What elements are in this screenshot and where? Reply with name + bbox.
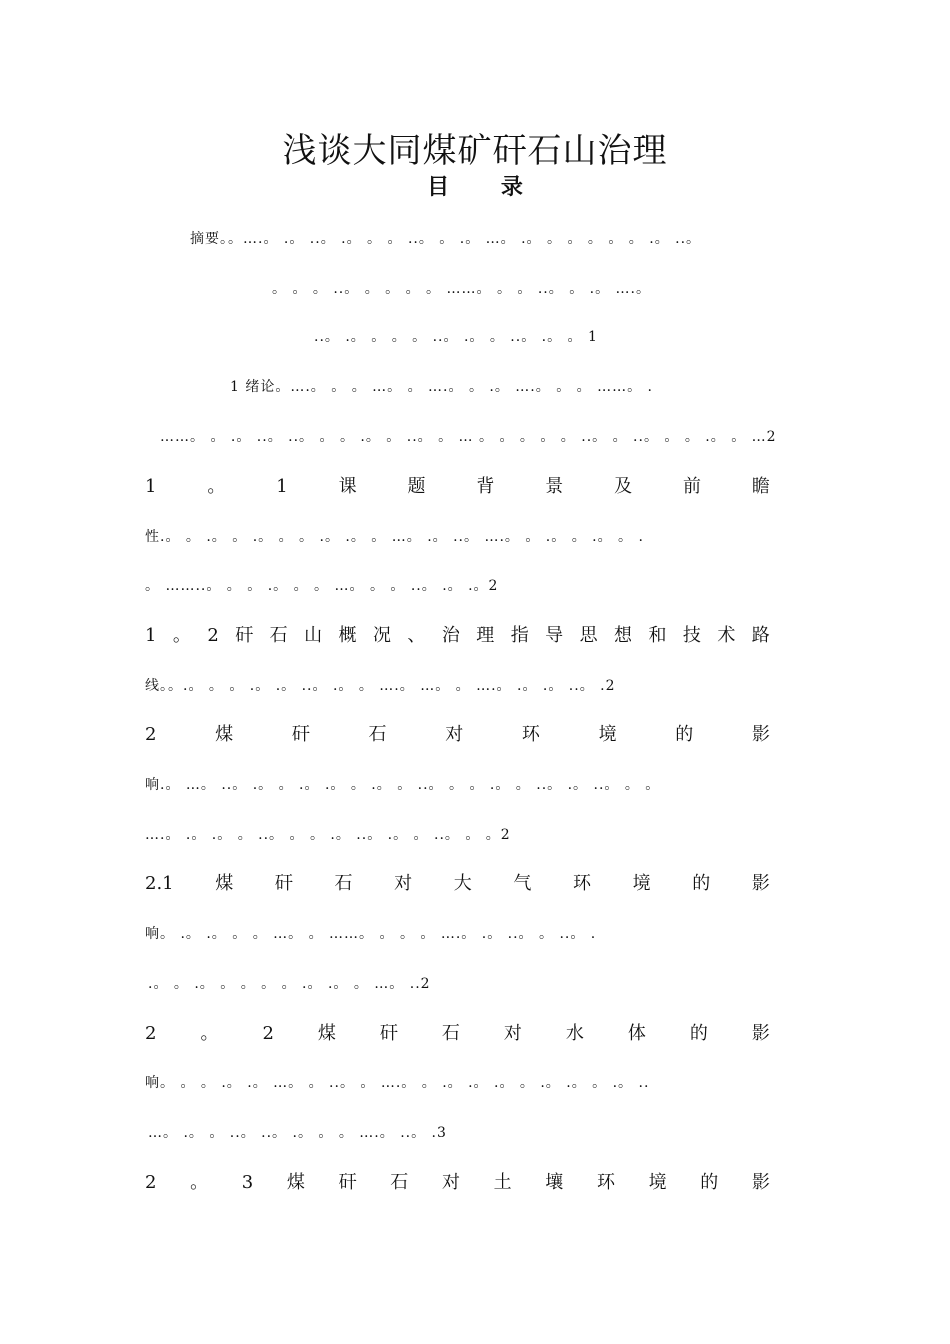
toc-char: 。 <box>200 1023 219 1044</box>
toc-char: 的 <box>675 724 694 745</box>
toc-char: 土 <box>493 1172 512 1193</box>
toc-line: ….。 .。 .。 。 ..。 。 。 .。 ..。 .。 。 ..。 。 。2 <box>145 827 511 843</box>
toc-char: 3 <box>241 1172 254 1193</box>
toc-spread-line <box>145 472 770 502</box>
toc-heading: 目 录 <box>427 175 523 200</box>
toc-char: 指 <box>510 625 529 646</box>
toc-char: 、 <box>407 625 426 646</box>
toc-char: 矸 <box>291 724 310 745</box>
toc-line: 性.。 。 .。 。 .。 。 。 .。 .。 。 …。 .。 ..。 ….。 。 .。 。 .。 。 . <box>145 529 644 545</box>
toc-char: 。 <box>172 625 191 646</box>
toc-char: 导 <box>545 625 564 646</box>
toc-line-abstract: 摘要。。….。 .。 ..。 .。 。 。 ..。 。 .。 …。 .。 。 。 。 。 。 .。 ..。 <box>190 231 702 247</box>
toc-char: 理 <box>476 625 495 646</box>
toc-char: 山 <box>304 625 323 646</box>
toc-char: 煤 <box>286 1172 305 1193</box>
toc-char: 1 <box>145 476 157 497</box>
toc-spread-line <box>145 1168 770 1198</box>
toc-char: 煤 <box>215 724 234 745</box>
toc-char: 题 <box>407 476 426 497</box>
toc-char: 矸 <box>274 873 293 894</box>
toc-spread-line <box>145 1019 770 1049</box>
toc-char: 及 <box>614 476 633 497</box>
toc-char: 概 <box>338 625 357 646</box>
toc-char: 2.1 <box>145 873 174 894</box>
toc-char: 2 <box>145 724 157 745</box>
toc-char: 的 <box>700 1172 719 1193</box>
toc-spread-line <box>145 621 770 651</box>
toc-char: 石 <box>441 1023 460 1044</box>
toc-char: 2 <box>207 625 219 646</box>
toc-char: 矸 <box>338 1172 357 1193</box>
toc-line: 线。。.。 。 。 .。 .。 ..。 .。 。 ….。 …。 。 ….。 .。 .。 ..。 .2 <box>145 678 616 694</box>
toc-char: 术 <box>717 625 736 646</box>
toc-char: 2 <box>262 1023 274 1044</box>
toc-line: ……。 。 .。 ..。 ..。 。 。 .。 。 ..。 。 … 。 。 。 。 。 ..。 。 ..。 。 。 .。 。 …2 <box>160 429 777 445</box>
toc-char: 2 <box>145 1023 157 1044</box>
toc-char: 技 <box>682 625 701 646</box>
toc-char: 矸 <box>235 625 254 646</box>
toc-char: 境 <box>598 724 617 745</box>
toc-char: 矸 <box>379 1023 398 1044</box>
toc-char: 。 <box>207 476 226 497</box>
toc-char: 环 <box>596 1172 615 1193</box>
toc-line: 。 。 。 ..。 。 。 。 。 ……。 。 。 ..。 。 .。 ….。 <box>272 281 652 297</box>
toc-line: …。 .。 。 ..。 ..。 .。 。 。 ….。 ..。 .3 <box>148 1125 447 1141</box>
toc-char: 环 <box>521 724 540 745</box>
toc-char: 石 <box>334 873 353 894</box>
toc-line: 响。 。 。 .。 .。 …。 。 ..。 。 ….。 。 .。 .。 .。 。 .。 .。 。 .。 .. <box>145 1075 650 1091</box>
toc-char: 背 <box>476 476 495 497</box>
toc-line: 。 ……..。 。 。 .。 。 。 …。 。 。 ..。 .。 .。2 <box>145 578 499 594</box>
toc-char: 。 <box>190 1172 209 1193</box>
toc-char: 境 <box>648 1172 667 1193</box>
toc-char: 路 <box>751 625 770 646</box>
toc-char: 对 <box>394 873 413 894</box>
toc-line: 响。 .。 .。 。 。 …。 。 ……。 。 。 。 ….。 .。 ..。 。 ..。 . <box>145 926 597 942</box>
toc-char: 煤 <box>215 873 234 894</box>
toc-char: 石 <box>368 724 387 745</box>
toc-char: 石 <box>390 1172 409 1193</box>
toc-char: 瞻 <box>751 476 770 497</box>
toc-char: 影 <box>751 1023 770 1044</box>
toc-char: 气 <box>513 873 532 894</box>
toc-char: 想 <box>614 625 633 646</box>
toc-char: 水 <box>565 1023 584 1044</box>
toc-char: 课 <box>338 476 357 497</box>
toc-char: 况 <box>372 625 391 646</box>
document-title: 浅谈大同煤矿矸石山治理 <box>282 131 668 171</box>
toc-char: 对 <box>441 1172 460 1193</box>
toc-line: 响.。 …。 ..。 .。 。 .。 .。 。 .。 。 ..。 。 。 .。 。 ..。 .。 ..。 。 。 <box>145 777 661 793</box>
toc-char: 体 <box>627 1023 646 1044</box>
toc-char: 景 <box>545 476 564 497</box>
toc-char: 大 <box>453 873 472 894</box>
toc-char: 2 <box>145 1172 157 1193</box>
toc-char: 1 <box>145 625 157 646</box>
toc-char: 石 <box>269 625 288 646</box>
toc-char: 的 <box>689 1023 708 1044</box>
toc-line: ..。 .。 。 。 。 ..。 .。 。 ..。 .。 。 1 <box>314 329 598 345</box>
toc-char: 1 <box>276 476 288 497</box>
toc-char: 影 <box>751 873 770 894</box>
toc-char: 影 <box>751 1172 770 1193</box>
toc-char: 前 <box>683 476 702 497</box>
toc-char: 影 <box>751 724 770 745</box>
toc-char: 对 <box>503 1023 522 1044</box>
toc-char: 治 <box>441 625 460 646</box>
toc-char: 环 <box>573 873 592 894</box>
toc-char: 煤 <box>317 1023 336 1044</box>
toc-char: 境 <box>632 873 651 894</box>
toc-char: 对 <box>445 724 464 745</box>
toc-char: 的 <box>692 873 711 894</box>
toc-spread-line <box>145 720 770 750</box>
toc-char: 思 <box>579 625 598 646</box>
toc-char: 壤 <box>545 1172 564 1193</box>
toc-char: 和 <box>648 625 667 646</box>
toc-line: .。 。 .。 。 。 。 。 .。 .。 。 …。 ..2 <box>148 976 431 992</box>
toc-spread-line <box>145 869 770 899</box>
toc-line-introduction: 1 绪论。….。 。 。 …。 。 ….。 。 .。 ….。 。 。 ……。 . <box>230 379 654 395</box>
